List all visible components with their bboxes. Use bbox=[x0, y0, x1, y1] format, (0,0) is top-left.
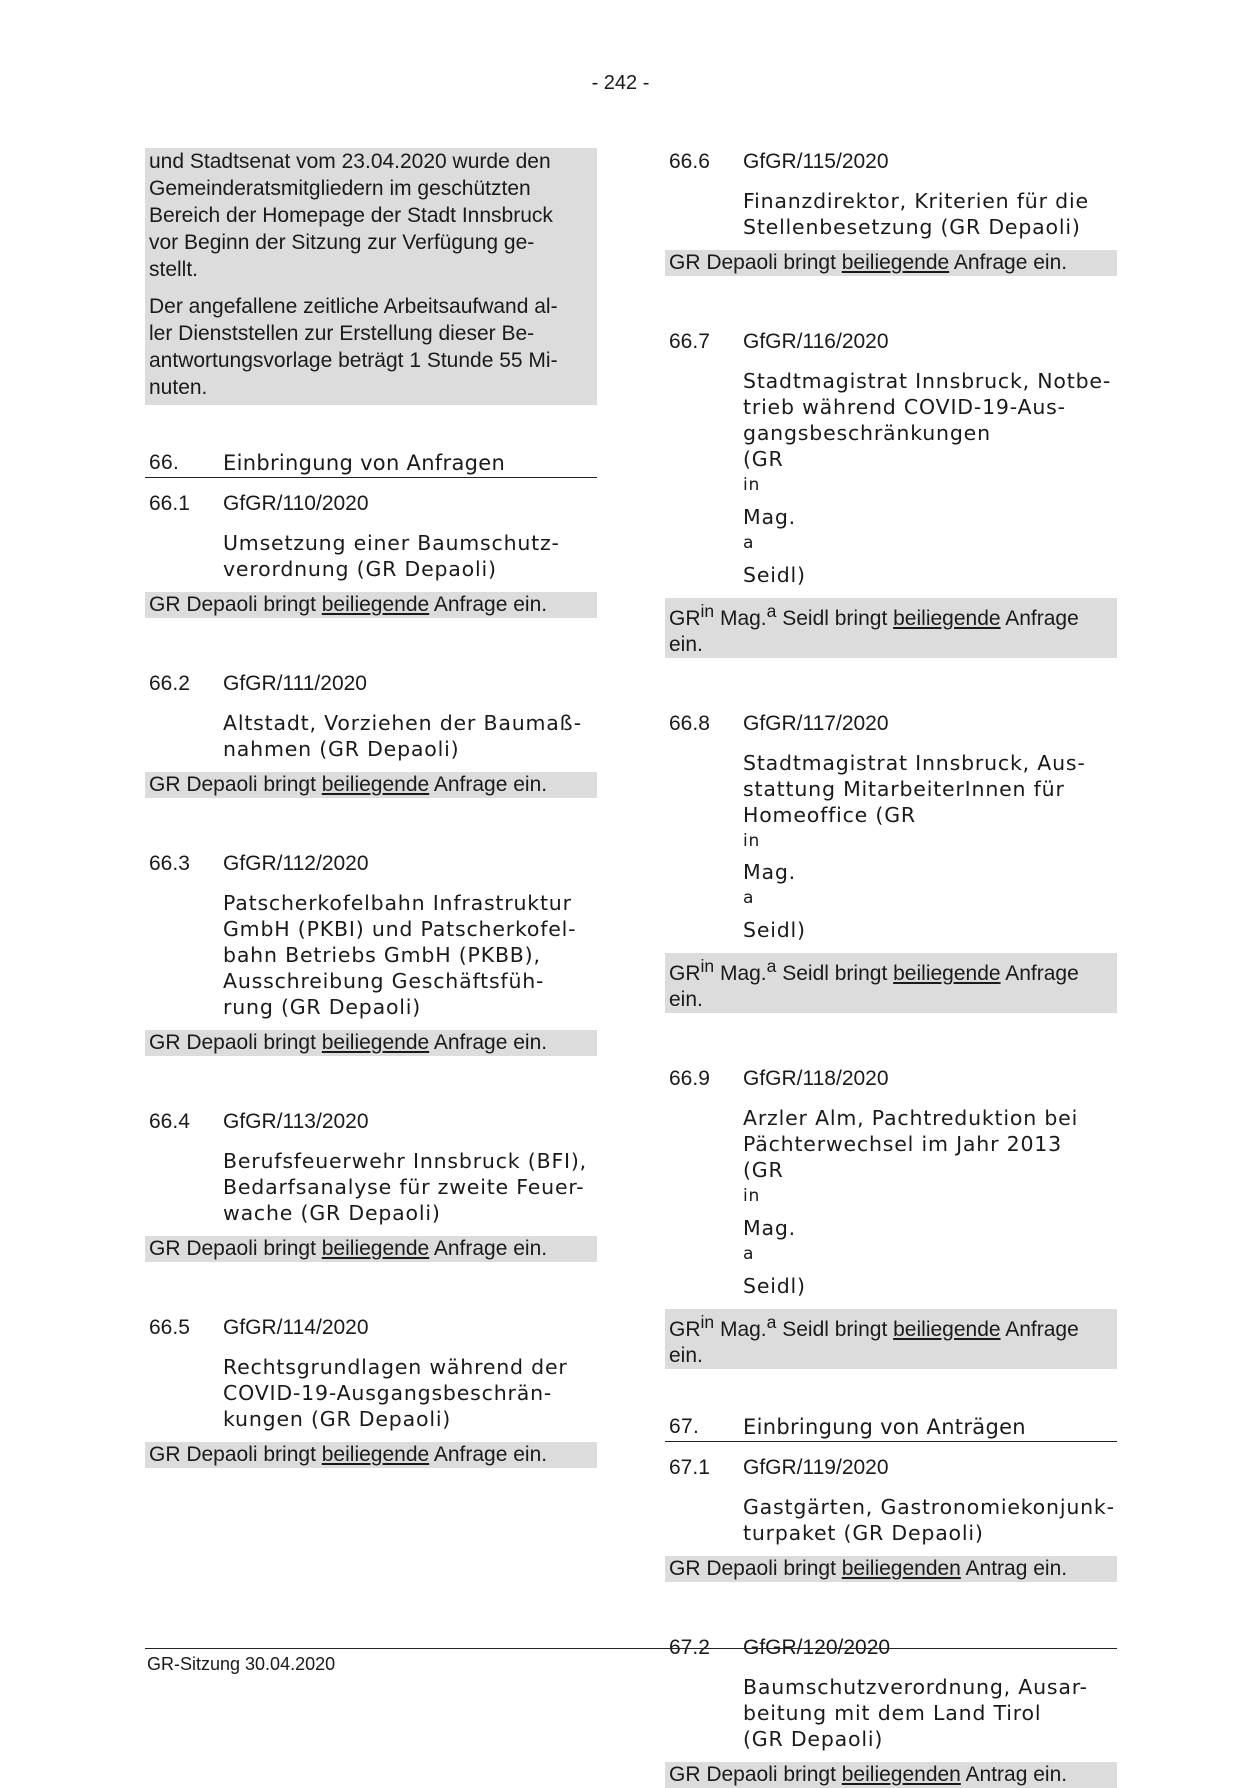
item-note bbox=[665, 598, 1117, 658]
note-text: Anfrage ein. bbox=[429, 1031, 548, 1054]
note-text: Seidl bringt bbox=[776, 962, 894, 986]
intro-line: vor Beginn der Sitzung zur Verfügung ge- bbox=[149, 231, 535, 254]
item-number: 66.8 bbox=[669, 711, 710, 735]
note-underlined: beiliegende bbox=[321, 773, 430, 796]
title-line: COVID-19-Ausgangsbeschrän- bbox=[223, 1381, 553, 1405]
item-code: GfGR/110/2020 bbox=[223, 492, 369, 515]
item-title bbox=[743, 1494, 1117, 1546]
title-line: Patscherkofelbahn Infrastruktur bbox=[223, 891, 572, 915]
title-line bbox=[743, 446, 1117, 588]
superscript: a bbox=[766, 1311, 777, 1332]
section-number: 67. bbox=[669, 1414, 700, 1438]
item-note bbox=[665, 250, 1117, 276]
intro-line: antwortungsvorlage beträgt 1 Stunde 55 Mi- bbox=[149, 349, 558, 372]
item-note bbox=[665, 1309, 1117, 1369]
agenda-item-67-1 bbox=[665, 1454, 1117, 1582]
superscript: in bbox=[743, 475, 761, 495]
note-text: Anfrage ein. bbox=[429, 1443, 548, 1466]
agenda-item-66-2 bbox=[145, 670, 597, 798]
note-text: GR bbox=[669, 962, 701, 986]
item-code: GfGR/116/2020 bbox=[743, 330, 889, 353]
title-line bbox=[743, 802, 1117, 944]
title-line: Rechtsgrundlagen während der bbox=[223, 1355, 568, 1379]
title-line: turpaket (GR Depaoli) bbox=[743, 1520, 984, 1545]
note-text: GR bbox=[669, 606, 701, 630]
item-title bbox=[743, 368, 1117, 588]
section-heading-66 bbox=[145, 451, 597, 478]
note-text: Anfrage ein. bbox=[429, 1237, 548, 1260]
item-code: GfGR/111/2020 bbox=[223, 672, 367, 695]
title-text: (GR bbox=[743, 1158, 784, 1183]
note-text: Antrag ein. bbox=[960, 1762, 1068, 1786]
superscript: in bbox=[700, 1311, 715, 1332]
agenda-item-66-7 bbox=[665, 328, 1117, 658]
title-line: Altstadt, Vorziehen der Baumaß- bbox=[223, 711, 582, 735]
superscript: a bbox=[743, 532, 755, 553]
title-line bbox=[743, 1157, 1117, 1299]
item-note bbox=[145, 1442, 597, 1468]
title-line: Gastgärten, Gastronomiekonjunk- bbox=[743, 1494, 1115, 1519]
agenda-item-66-5 bbox=[145, 1314, 597, 1468]
note-text: Mag. bbox=[714, 606, 767, 630]
title-text: Mag. bbox=[743, 504, 796, 529]
title-line: Umsetzung einer Baumschutz- bbox=[223, 531, 560, 555]
note-text: GR Depaoli bringt bbox=[669, 1762, 842, 1786]
note-text: Anfrage bbox=[1000, 962, 1079, 986]
title-line: Stellenbesetzung (GR Depaoli) bbox=[743, 215, 1081, 239]
title-line: stattung MitarbeiterInnen für bbox=[743, 776, 1065, 801]
note-text: Seidl bringt bbox=[776, 606, 894, 630]
item-code: GfGR/112/2020 bbox=[223, 852, 369, 875]
title-line: gangsbeschränkungen bbox=[743, 421, 991, 445]
note-text: ein. bbox=[669, 988, 703, 1012]
title-text: Seidl) bbox=[743, 918, 806, 943]
item-title bbox=[743, 1674, 1117, 1752]
note-text: GR Depaoli bringt bbox=[149, 1237, 322, 1260]
superscript: in bbox=[743, 830, 761, 851]
item-code: GfGR/114/2020 bbox=[223, 1316, 369, 1339]
note-underlined: beiliegende bbox=[893, 962, 1001, 986]
title-line: Berufsfeuerwehr Innsbruck (BFI), bbox=[223, 1149, 587, 1173]
title-line: trieb während COVID-19-Aus- bbox=[743, 395, 1066, 419]
item-note bbox=[145, 1030, 597, 1056]
item-number: 66.3 bbox=[149, 852, 190, 875]
section-heading-67 bbox=[665, 1415, 1117, 1442]
item-number: 67.1 bbox=[669, 1455, 710, 1479]
item-note bbox=[665, 1762, 1117, 1788]
title-line: Baumschutzverordnung, Ausar- bbox=[743, 1674, 1088, 1699]
note-text: Anfrage bbox=[1000, 606, 1079, 630]
note-text: ein. bbox=[669, 632, 703, 656]
note-underlined: beiliegenden bbox=[841, 1762, 961, 1786]
superscript: in bbox=[700, 600, 715, 621]
agenda-item-66-6 bbox=[665, 148, 1117, 276]
item-code: GfGR/120/2020 bbox=[743, 1635, 891, 1659]
agenda-item-67-2 bbox=[665, 1634, 1117, 1788]
item-code: GfGR/117/2020 bbox=[743, 711, 889, 735]
footer-divider bbox=[145, 1648, 1117, 1649]
item-code: GfGR/115/2020 bbox=[743, 150, 889, 173]
item-title bbox=[223, 710, 597, 762]
right-column bbox=[665, 148, 1117, 1788]
title-line: (GR Depaoli) bbox=[743, 1726, 884, 1751]
note-underlined: beiliegende bbox=[321, 1237, 430, 1260]
note-text: Mag. bbox=[714, 1317, 767, 1341]
note-text: Antrag ein. bbox=[960, 1556, 1068, 1580]
note-text: GR Depaoli bringt bbox=[669, 1556, 842, 1580]
title-text: Seidl) bbox=[743, 562, 806, 587]
note-underlined: beiliegende bbox=[321, 593, 430, 616]
title-text: Mag. bbox=[743, 1216, 796, 1241]
item-note bbox=[145, 772, 597, 798]
item-number: 66.4 bbox=[149, 1110, 190, 1133]
item-note bbox=[665, 953, 1117, 1013]
agenda-item-66-4 bbox=[145, 1108, 597, 1262]
note-text: GR bbox=[669, 1317, 701, 1341]
superscript: a bbox=[766, 600, 777, 621]
intro-line: Bereich der Homepage der Stadt Innsbruck bbox=[149, 204, 553, 227]
section-title: Einbringung von Anträgen bbox=[743, 1414, 1026, 1439]
title-line: Pächterwechsel im Jahr 2013 bbox=[743, 1132, 1062, 1157]
title-line: rung (GR Depaoli) bbox=[223, 995, 422, 1019]
title-line: nahmen (GR Depaoli) bbox=[223, 737, 460, 761]
item-code: GfGR/119/2020 bbox=[743, 1455, 889, 1479]
item-note bbox=[665, 1556, 1117, 1582]
agenda-item-66-9 bbox=[665, 1065, 1117, 1369]
note-text: GR Depaoli bringt bbox=[149, 593, 322, 616]
title-text: (GR bbox=[743, 447, 784, 471]
title-line: Stadtmagistrat Innsbruck, Aus- bbox=[743, 750, 1086, 775]
note-text: Anfrage bbox=[1000, 1317, 1079, 1341]
note-text: Mag. bbox=[714, 962, 767, 986]
item-number: 66.9 bbox=[669, 1067, 710, 1091]
title-line: Bedarfsanalyse für zweite Feuer- bbox=[223, 1175, 585, 1199]
note-underlined: beiliegende bbox=[893, 1317, 1001, 1341]
item-number: 66.6 bbox=[669, 150, 710, 173]
note-text: ein. bbox=[669, 1343, 703, 1367]
page-number: - 242 - bbox=[591, 72, 650, 94]
item-title bbox=[223, 890, 597, 1020]
item-title bbox=[743, 750, 1117, 944]
note-text: GR Depaoli bringt bbox=[149, 1443, 322, 1466]
title-line: wache (GR Depaoli) bbox=[223, 1201, 441, 1225]
title-text: Mag. bbox=[743, 860, 796, 885]
note-text: GR Depaoli bringt bbox=[149, 773, 322, 796]
item-title bbox=[223, 1148, 597, 1226]
agenda-item-66-1 bbox=[145, 490, 597, 618]
note-text: Anfrage ein. bbox=[949, 251, 1068, 274]
note-text: GR Depaoli bringt bbox=[149, 1031, 322, 1054]
item-number: 66.2 bbox=[149, 672, 190, 695]
note-underlined: beiliegende bbox=[841, 251, 950, 274]
title-line: Finanzdirektor, Kriterien für die bbox=[743, 189, 1089, 213]
item-code: GfGR/118/2020 bbox=[743, 1067, 889, 1091]
title-line: GmbH (PKBI) und Patscherkofel- bbox=[223, 917, 577, 941]
title-line: Stadtmagistrat Innsbruck, Notbe- bbox=[743, 369, 1112, 393]
title-line: verordnung (GR Depaoli) bbox=[223, 557, 497, 581]
intro-line: Gemeinderatsmitgliedern im geschützten bbox=[149, 177, 531, 200]
section-number: 66. bbox=[149, 451, 180, 474]
note-text: Seidl bringt bbox=[776, 1317, 894, 1341]
left-column bbox=[145, 148, 597, 1468]
agenda-item-66-3 bbox=[145, 850, 597, 1056]
intro-paragraph-2 bbox=[149, 293, 593, 401]
note-underlined: beiliegenden bbox=[841, 1556, 961, 1580]
title-text: Homeoffice (GR bbox=[743, 802, 916, 827]
item-number: 66.1 bbox=[149, 492, 190, 515]
item-title bbox=[223, 530, 597, 582]
note-underlined: beiliegende bbox=[321, 1443, 430, 1466]
item-title bbox=[743, 1105, 1117, 1299]
superscript: a bbox=[743, 888, 755, 909]
superscript: a bbox=[743, 1244, 755, 1265]
note-underlined: beiliegende bbox=[893, 606, 1001, 630]
item-number: 66.5 bbox=[149, 1316, 190, 1339]
title-line: Arzler Alm, Pachtreduktion bei bbox=[743, 1106, 1079, 1131]
item-code: GfGR/113/2020 bbox=[223, 1110, 369, 1133]
title-line: beitung mit dem Land Tirol bbox=[743, 1700, 1042, 1725]
intro-line: und Stadtsenat vom 23.04.2020 wurde den bbox=[149, 150, 551, 173]
title-line: Ausschreibung Geschäftsfüh- bbox=[223, 969, 545, 993]
intro-box bbox=[145, 148, 597, 405]
agenda-item-66-8 bbox=[665, 710, 1117, 1014]
footer-text: GR-Sitzung 30.04.2020 bbox=[147, 1654, 336, 1674]
note-text: Anfrage ein. bbox=[429, 773, 548, 796]
item-title bbox=[743, 188, 1117, 240]
superscript: a bbox=[766, 956, 777, 977]
item-number: 67.2 bbox=[669, 1635, 710, 1659]
note-underlined: beiliegende bbox=[321, 1031, 430, 1054]
title-line: kungen (GR Depaoli) bbox=[223, 1407, 452, 1431]
intro-line: ler Dienststellen zur Erstellung dieser Be- bbox=[149, 322, 535, 345]
title-line: bahn Betriebs GmbH (PKBB), bbox=[223, 943, 541, 967]
intro-line: stellt. bbox=[149, 258, 199, 281]
intro-line: nuten. bbox=[149, 376, 208, 399]
item-note bbox=[145, 592, 597, 618]
item-number: 66.7 bbox=[669, 330, 710, 353]
superscript: in bbox=[700, 956, 715, 977]
note-text: GR Depaoli bringt bbox=[669, 251, 842, 274]
superscript: in bbox=[743, 1186, 761, 1207]
item-title bbox=[223, 1354, 597, 1432]
item-note bbox=[145, 1236, 597, 1262]
intro-paragraph-1 bbox=[149, 148, 593, 283]
intro-line: Der angefallene zeitliche Arbeitsaufwand al- bbox=[149, 295, 558, 318]
title-text: Seidl) bbox=[743, 1273, 806, 1298]
section-title: Einbringung von Anfragen bbox=[223, 451, 506, 475]
note-text: Anfrage ein. bbox=[429, 593, 548, 616]
